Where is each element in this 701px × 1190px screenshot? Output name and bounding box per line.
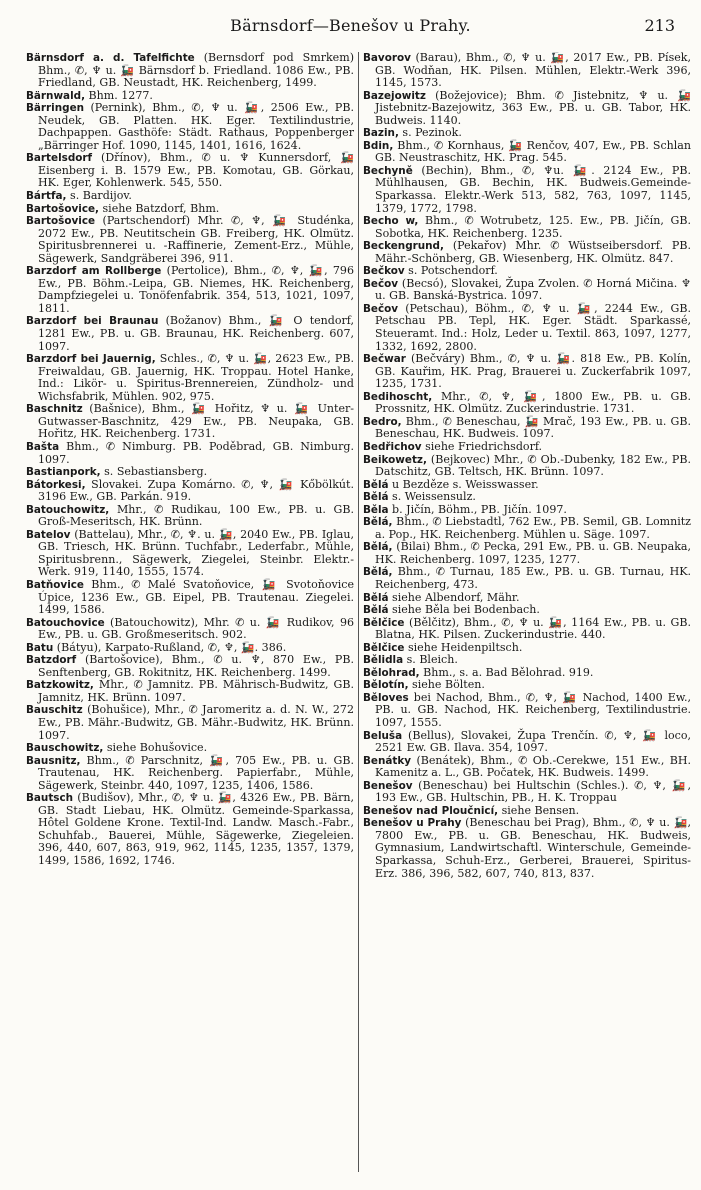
entry-place-name: Benátky [363, 754, 412, 767]
entry-place-name: Bělohrad, [363, 666, 420, 679]
directory-entry [363, 391, 691, 416]
entry-place-name: Beikowetz, [363, 453, 427, 466]
entry-place-name: Bärringen [26, 102, 85, 115]
directory-entry [363, 755, 691, 780]
entry-details: (Petschau), Böhm., ✆, ♆ u. 🚂, 2244 Ew., GB. Petschau PB. Tepl, HK. Eger. Städt. Sparkassé, Steueramt. Ind.: Holz, Leder u. Textil. 863, 1097, 1277, 1332, 1692, 2800. [375, 301, 691, 353]
entry-place-name: Běloves [363, 691, 409, 704]
entry-details: bei Nachod, Bhm., ✆, ♆, 🚂 Nachod, 1400 Ew., PB. u. GB. Nachod, HK. Reichenberg, Textilindustrie. 1097, 1555. [375, 690, 691, 729]
entry-details: s. Pezinok. [398, 126, 462, 140]
entry-place-name: Benešov u Prahy [363, 817, 462, 830]
entry-details: siehe Albendorf, Mähr. [388, 590, 520, 604]
entry-details: b. Jičín, Böhm., PB. Jičín. 1097. [388, 502, 567, 516]
entry-details: (Pernink), Bhm., ✆, ♆ u. 🚂, 2506 Ew., PB. Neudek, GB. Platten. HK. Eger. Textilindustrie, Dachpappen. Gasthöfe: Städt. Rathaus, Poppenberger „Bärringer Hof. 1090, 1145, 1401, 1616, 1624. [38, 101, 354, 152]
entry-place-name: Bělá [363, 591, 389, 604]
left-column [26, 52, 354, 1180]
entry-details: (Bátyu), Karpato-Rußland, ✆, ♆, 🚂. 386. [53, 640, 287, 654]
entry-details: siehe Běla bei Bodenbach. [388, 603, 540, 617]
entry-place-name: Bělčice [363, 641, 405, 654]
entry-place-name: Batu [26, 641, 54, 654]
directory-entry [363, 165, 691, 215]
entry-details: (Bohušice), Mhr., ✆ Jaromeritz a. d. N. W., 272 Ew., PB. Mähr.-Budwitz, GB. Mähr.-Budwitz, HK. Brünn. 1097. [38, 703, 354, 742]
entry-details: (Partschendorf) Mhr. ✆, ♆, 🚂 Studénka, 2072 Ew., PB. Neutitschein GB. Freiberg, HK. Olmütz. Spiritusbrennerei u. -Raffinerie, Zement-Erz., Mühle, Sägewerk, Sandgräberei 396, 911. [38, 214, 354, 265]
directory-entry [26, 679, 354, 704]
entry-place-name: Běla [363, 503, 389, 516]
entry-details: (Battelau), Mhr., ✆, ♆. u. 🚂, 2040 Ew., PB. Iglau, GB. Triesch, HK. Brünn. Tuchfabr., Lederfabr., Mühle, Spiritusbrenn., Sägewerk, Ziegelei, Steinbr. Elektr.-Werk. 919, 1140, 1555, 1574. [38, 527, 354, 579]
directory-entry [363, 817, 691, 880]
directory-entry [26, 152, 354, 190]
directory-entry [363, 90, 691, 128]
column-divider [358, 52, 359, 1172]
entry-details: siehe Bölten. [408, 678, 485, 692]
directory-entry [26, 617, 354, 642]
entry-place-name: Bartelsdorf [26, 152, 93, 165]
entry-details: (Pekařov) Mhr. ✆ Wüstseibersdorf. PB. Mähr.-Schönberg, GB. Wiesenberg, HK. Olmütz. 847. [375, 239, 691, 265]
entry-details: (Bartošovice), Bhm., ✆ u. ♆, 870 Ew., PB. Senftenberg, GB. Rokitnitz, HK. Reichenberg. 1499. [38, 653, 354, 679]
entry-place-name: Bärnsdorf a. d. Tafelfichte [26, 52, 195, 64]
entry-details: Bhm., ✆ Turnau, 185 Ew., PB. u. GB. Turnau, HK. Reichenberg, 473. [375, 565, 691, 591]
entry-place-name: Bečov [363, 302, 399, 315]
entry-details: (Bělčitz), Bhm., ✆, ♆ u. 🚂, 1164 Ew., PB. u. GB. Blatna, HK. Pilsen. Zuckerindustrie. 440. [375, 615, 691, 642]
entry-place-name: Bělá, [363, 566, 393, 579]
entry-place-name: Baschnitz [26, 403, 83, 416]
entry-place-name: Bauschitz [26, 704, 83, 717]
entry-place-name: Bärnwald, [26, 89, 86, 102]
entry-details: Mhr., ✆ Rudikau, 100 Ew., PB. u. GB. Groß-Meseritsch, HK. Brünn. [38, 502, 354, 529]
directory-entry [363, 516, 691, 541]
directory-entry [363, 416, 691, 441]
entry-details: (Bellus), Slovakei, Župa Trenčín. ✆, ♆, 🚂 loco, 2521 Ew. GB. Ilava. 354, 1097. [375, 728, 691, 755]
entry-place-name: Bazin, [363, 127, 399, 140]
entry-place-name: Batelov [26, 528, 71, 541]
directory-entry [363, 454, 691, 479]
entry-details: Bhm., ✆ Malé Svatoňovice, 🚂 Svotoňovice Úpice, 1236 Ew., GB. Eipel, PB. Trautenau. Ziegelei. 1499, 1586. [38, 577, 354, 617]
directory-entry [26, 102, 354, 152]
directory-entry [26, 403, 354, 441]
entry-details: (Bilai) Bhm., ✆ Pecka, 291 Ew., PB. u. GB. Neupaka, HK. Reichenberg. 1097, 1235, 1277. [375, 540, 691, 566]
entry-details: Bhm., s. a. Bad Bělohrad. 919. [419, 665, 594, 679]
entry-place-name: Bělá, [363, 541, 393, 554]
directory-entry [26, 792, 354, 867]
directory-entry [363, 215, 691, 240]
directory-entry [26, 315, 354, 353]
directory-entry [26, 504, 354, 529]
entry-details: u Bezděze s. Weisswasser. [388, 477, 539, 491]
entry-details: Slovakei. Zupa Komárno. ✆, ♆, 🚂 Kőbölkút. 3196 Ew., GB. Parkán. 919. [38, 477, 354, 504]
directory-entry [26, 479, 354, 504]
entry-details: Bhm., ✆ Liebstadtl, 762 Ew., PB. Semil, GB. Lomnitz a. Pop., HK. Reichenberg. Mühlen u. Säge. 1097. [375, 515, 691, 541]
entry-details: Mhr., ✆, ♆, 🚂, 1800 Ew., PB. u. GB. Prossnitz, HK. Olmütz. Zuckerindustrie. 1731. [375, 389, 691, 416]
directory-entry [363, 140, 691, 165]
entry-details: Bhm. 1277. [85, 88, 153, 102]
entry-place-name: Bausnitz, [26, 754, 81, 767]
entry-details: (Bechin), Bhm., ✆, ♆u. 🚂. 2124 Ew., PB. Mühlhausen, GB. Bechin, HK. Budweis.Gemeinde-Sparkassa. Elektr.-Werk 513, 582, 763, 1097, 1145, 1379, 1772, 1798. [375, 163, 691, 215]
entry-place-name: Batouchowitz, [26, 503, 110, 516]
entry-details: siehe Friedrichsdorf. [421, 439, 543, 453]
page-header [0, 14, 701, 40]
entry-place-name: Bartošovice [26, 215, 96, 228]
entry-place-name: Barzdorf bei Jauernig, [26, 353, 156, 366]
entry-place-name: Bělčice [363, 616, 405, 629]
entry-details: s. Bleich. [403, 653, 458, 667]
right-column [363, 52, 691, 1180]
entry-place-name: Bělidla [363, 654, 404, 667]
entry-place-name: Bazejowitz [363, 89, 426, 102]
entry-details: (Bejkovec) Mhr., ✆ Ob.-Dubenky, 182 Ew., PB. Datschitz, GB. Teltsch, HK. Brünn. 1097. [375, 452, 691, 479]
entry-place-name: Bartošovice, [26, 202, 99, 215]
entry-place-name: Bečkov [363, 265, 405, 278]
directory-entry [363, 541, 691, 566]
entry-place-name: Bavorov [363, 52, 411, 64]
entry-details: (Becsó), Slovakei, Župa Zvolen. ✆ Horná Mičina. ♆ u. GB. Banská-Bystrica. 1097. [375, 276, 691, 303]
entry-details: (Bečváry) Bhm., ✆, ♆ u. 🚂. 818 Ew., PB. Kolín, GB. Kauřim, HK. Prag, Brauerei u. Zuckerfabrik 1097, 1235, 1731. [375, 352, 691, 391]
entry-place-name: Beluša [363, 729, 403, 742]
directory-entry [363, 303, 691, 353]
entry-details: Bhm., ✆ Kornhaus, 🚂 Renčov, 407, Ew., PB. Schlan GB. Neustraschitz, HK. Prag. 545. [375, 138, 691, 165]
entry-details: (Benátek), Bhm., ✆ Ob.-Cerekwe, 151 Ew., BH. Kamenitz a. L., GB. Počatek, HK. Budweis. 1499. [375, 753, 691, 780]
entry-details: s. Weissensulz. [388, 490, 476, 504]
directory-entry [26, 529, 354, 579]
entry-place-name: Bauschowitz, [26, 742, 104, 755]
directory-entry [26, 215, 354, 265]
directory-entry [363, 617, 691, 642]
directory-entry [26, 654, 354, 679]
directory-entry [363, 730, 691, 755]
directory-entry [363, 240, 691, 265]
entry-place-name: Benešov nad Ploučnicí, [363, 804, 499, 817]
entry-details: siehe Bensen. [498, 803, 580, 817]
entry-details: Bhm., ✆ Parschnitz, 🚂, 705 Ew., PB. u. GB. Trautenau, HK. Reichenberg. Papierfabr., Mühle, Sägewerk, Steinbr. 440, 1097, 1235, 1406, 1586. [38, 753, 354, 792]
entry-place-name: Batouchovice [26, 616, 105, 629]
entry-place-name: Bělá [363, 604, 389, 617]
entry-place-name: Batzkowitz, [26, 679, 94, 692]
entry-details: s. Sebastiansberg. [100, 465, 208, 479]
directory-entry [26, 441, 354, 466]
directory-entry [363, 278, 691, 303]
directory-entry [363, 566, 691, 591]
entry-place-name: Bdin, [363, 139, 394, 152]
entry-place-name: Beckengrund, [363, 240, 444, 253]
entry-details: (Batouchowitz), Mhr. ✆ u. 🚂 Rudikov, 96 Ew., PB. u. GB. Großmeseritsch. 902. [38, 615, 354, 642]
directory-entry [363, 780, 691, 805]
entry-details: siehe Batzdorf, Bhm. [98, 201, 220, 215]
entry-place-name: Bečov [363, 277, 399, 290]
directory-entry [26, 52, 354, 90]
entry-details: Bhm., ✆ Beneschau, 🚂 Mrač, 193 Ew., PB. u. GB. Beneschau, HK. Budweis. 1097. [375, 414, 691, 441]
directory-entry [26, 353, 354, 403]
entry-place-name: Bělá [363, 478, 389, 491]
entry-place-name: Bátorkesi, [26, 478, 86, 491]
entry-place-name: Bedro, [363, 415, 402, 428]
entry-place-name: Bártfa, [26, 190, 67, 203]
page-title: Bärnsdorf—Benešov u Prahy. [230, 16, 471, 35]
entry-details: (Božejovice); Bhm. ✆ Jistebnitz, ♆ u. 🚂 Jistebnitz-Bazejowitz, 363 Ew., PB. u. GB. Tabor, HK. Budweis. 1140. [375, 88, 691, 127]
directory-entry [26, 265, 354, 315]
entry-place-name: Barzdorf bei Braunau [26, 315, 159, 328]
entry-details: siehe Heidenpiltsch. [404, 640, 523, 654]
directory-entry [363, 353, 691, 391]
directory-entry [26, 704, 354, 742]
entry-details: s. Potschendorf. [404, 264, 498, 278]
directory-entry [363, 52, 691, 90]
entry-details: (Bernsdorf pod Smrkem) Bhm., ✆, ♆ u. 🚂 Bärnsdorf b. Friedland. 1086 Ew., PB. Friedland, GB. Neustadt, HK. Reichenberg, 1499. [38, 52, 354, 90]
entry-place-name: Bautsch [26, 792, 74, 805]
entry-details: siehe Bohušovice. [103, 741, 208, 755]
entry-place-name: Batňovice [26, 578, 84, 591]
entry-details: (Budišov), Mhr., ✆, ♆ u. 🚂, 4326 Ew., PB. Bärn, GB. Stadt Liebau, HK. Olmütz. Gemeinde-Sparkassa, Hôtel Goldene Krone. Textil-Ind. Landw. Masch.-Fabr., Schuhfab., Bauerei, Mühle, Sägewerke, Ziegeleien. 396, 440, 607, 863, 919, 962, 1145, 1235, 1357, 1379, 1499, 1586, 1692, 1746. [38, 791, 354, 867]
entry-details: Bhm., ✆ Wotrubetz, 125. Ew., PB. Jičín, GB. Sobotka, HK. Reichenberg. 1235. [375, 214, 691, 240]
entry-details: s. Bardijov. [66, 189, 132, 203]
entry-details: Mhr., ✆ Jamnitz. PB. Mährisch-Budwitz, GB. Jamnitz, HK. Brünn. 1097. [38, 678, 354, 704]
entry-place-name: Bělotín, [363, 679, 409, 692]
entry-place-name: Bašta [26, 440, 60, 453]
entry-place-name: Bělá [363, 491, 389, 504]
entry-details: Bhm., ✆ Nimburg. PB. Poděbrad, GB. Nimburg. 1097. [38, 439, 354, 466]
entry-details: (Pertolice), Bhm., ✆, ♆, 🚂, 796 Ew., PB. Böhm.-Leipa, GB. Niemes, HK. Reichenberg, Dampfziegelei u. Tonöfenfabrik. 354, 513, 1021, 1097, 1811. [38, 264, 354, 315]
entry-place-name: Becho w, [363, 215, 419, 228]
entry-details: (Beneschau) bei Hultschin (Schles.). ✆, ♆, 🚂, 193 Ew., GB. Hultschin, PB., H. K. Troppau [375, 778, 691, 805]
entry-place-name: Bečwar [363, 353, 406, 366]
entry-details: (Božanov) Bhm., 🚂 O tendorf, 1281 Ew., PB. u. GB. Braunau, HK. Reichenberg. 607, 1097. [38, 314, 354, 353]
entry-place-name: Bechyně [363, 164, 413, 177]
entry-details: (Bašnice), Bhm., 🚂 Hořitz, ♆ u. 🚂 Unter-Gutwasser-Baschnitz, 429 Ew., PB. Neupaka, GB. Hořitz, HK. Reichenberg. 1731. [38, 402, 354, 441]
entry-place-name: Bastianpork, [26, 466, 101, 479]
entry-details: (Beneschau bei Prag), Bhm., ✆, ♆ u. 🚂, 7800 Ew., PB. u. GB. Beneschau, HK. Budweis, Gymnasium, Landwirtschaftl. Winterschule, Gemeinde-Sparkassa, Schuh-Erz., Gerberei, Brauerei, Spiritus-Erz. 386, 396, 582, 607, 740, 813, 837. [375, 816, 691, 880]
page-number: 213 [644, 16, 675, 35]
directory-entry [26, 755, 354, 793]
entry-place-name: Barzdorf am Rollberge [26, 265, 162, 278]
entry-details: Schles., ✆, ♆ u. 🚂, 2623 Ew., PB. Freiwaldau, GB. Jauernig, HK. Troppau. Hotel Hanke, Ind.: Likör- u. Spiritus-Brennereien, Zündholz- und Wichsfabrik, Mühlen. 902, 975. [38, 352, 354, 403]
entry-place-name: Bělá, [363, 516, 393, 529]
entry-place-name: Benešov [363, 779, 413, 792]
entry-details: (Dřínov), Bhm., ✆ u. ♆ Kunnersdorf, 🚂 Eisenberg i. B. 1579 Ew., PB. Komotau, GB. Görkau, HK. Eger, Kohlenwerk. 545, 550. [38, 151, 354, 190]
directory-entry [26, 579, 354, 617]
entry-details: (Barau), Bhm., ✆, ♆ u. 🚂, 2017 Ew., PB. Písek, GB. Wodňan, HK. Pilsen. Mühlen, Elektr.-Werk 396, 1145, 1573. [375, 52, 691, 90]
entry-place-name: Bedihoscht, [363, 390, 433, 403]
entry-place-name: Batzdorf [26, 654, 77, 667]
directory-entry [363, 692, 691, 730]
directory-columns [26, 52, 691, 1180]
entry-place-name: Bedřichov [363, 440, 422, 453]
